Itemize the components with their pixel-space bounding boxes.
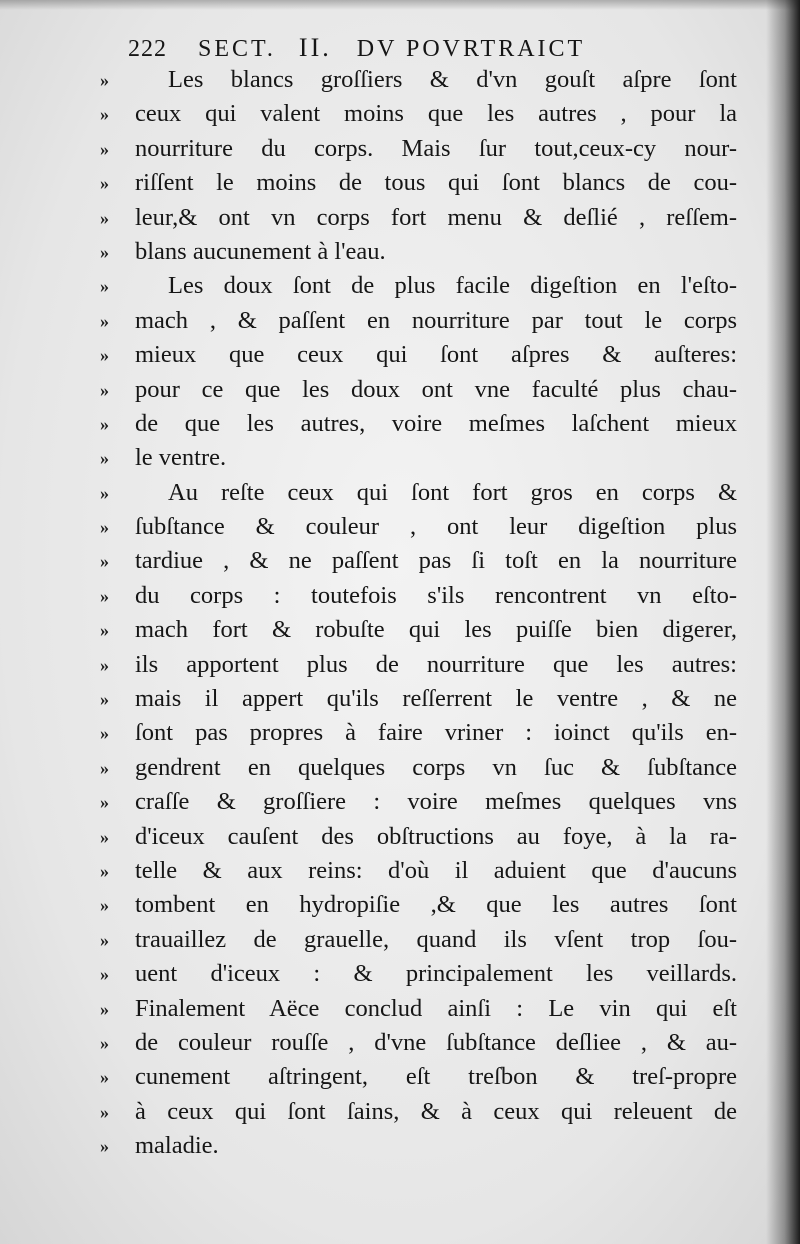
quotation-margin-mark: » [100,1067,109,1088]
text-line [0,613,800,647]
text-line [0,579,800,613]
text-line [0,1129,800,1163]
text-line-content: maladie. [135,1132,219,1160]
text-line-content: d'iceux cauſent des obſtructions au foye, à la ra- [135,822,737,850]
text-line-content: Les blancs groſſiers & d'vn gouſt aſpre ſont [168,66,737,93]
text-line [0,132,800,166]
text-line [0,407,800,441]
text-line-content: telle & aux reins: d'où il aduient que d'aucuns [135,856,737,884]
quotation-margin-mark: » [100,207,109,228]
text-line-content: craſſe & groſſiere : voire meſmes quelques vns [135,788,737,816]
text-line-content: ceux qui valent moins que les autres , pour la [135,100,737,128]
text-line-content: mach , & paſſent en nourriture par tout le corps [135,306,737,334]
text-line-content: trauaillez de grauelle, quand ils vſent trop ſou- [135,925,737,953]
quotation-margin-mark: » [100,826,109,847]
text-line-content: ils apportent plus de nourriture que les autres: [135,650,737,678]
text-line-content: nourriture du corps. Mais ſur tout,ceux-cy nour- [135,134,737,162]
quotation-margin-mark: » [100,70,109,90]
text-line [0,888,800,922]
quotation-margin-mark: » [100,998,109,1019]
text-line-content: riſſent le moins de tous qui ſont blancs de cou- [135,169,737,197]
text-line [0,97,800,131]
text-line [0,992,800,1026]
quotation-margin-mark: » [100,276,109,297]
text-line-content: Les doux ſont de plus facile digeſtion en l'eſto- [168,272,737,300]
text-line-content: ſubſtance & couleur , ont leur digeſtion plus [135,513,737,541]
text-line-content: de que les autres, voire meſmes laſchent mieux [135,409,737,437]
text-line [0,1026,800,1060]
text-line [0,751,800,785]
text-line-content: uent d'iceux : & principalement les veillards. [135,960,737,988]
text-line-content: leur,& ont vn corps fort menu & deſlié , reſſem- [135,203,737,231]
text-line [0,304,800,338]
text-line-content: gendrent en quelques corps vn ſuc & ſubſtance [135,753,737,781]
text-line-content: le ventre. [135,444,227,472]
text-line [0,373,800,407]
quotation-margin-mark: » [100,723,109,744]
section-label: SECT. [198,36,276,62]
quotation-margin-mark: » [100,757,109,778]
page-number: 222 [128,36,167,62]
text-line-content: tardiue , & ne paſſent pas ſi toſt en la nourriture [135,547,737,575]
text-line [0,338,800,372]
text-line [0,235,800,269]
text-line-content: mieux que ceux qui ſont aſpres & auſteres: [135,341,737,369]
quotation-margin-mark: » [100,310,109,331]
running-header [128,30,758,66]
quotation-margin-mark: » [100,104,109,125]
quotation-margin-mark: » [100,482,109,503]
text-line [0,682,800,716]
text-line [0,201,800,235]
text-line [0,957,800,991]
body-text [0,63,800,1164]
quotation-margin-mark: » [100,689,109,710]
quotation-margin-mark: » [100,1136,109,1157]
text-line-content: pour ce que les doux ont vne faculté plus chau- [135,375,737,403]
text-line-content: de couleur rouſſe , d'vne ſubſtance deſliee , & au- [135,1028,737,1056]
quotation-margin-mark: » [100,345,109,366]
text-line [0,785,800,819]
text-line-content: tombent en hydropiſie ,& que les autres ſont [135,891,737,919]
text-line [0,1060,800,1094]
text-line-content: mach fort & robuſte qui les puiſſe bien digerer, [135,616,737,644]
text-line [0,441,800,475]
quotation-margin-mark: » [100,517,109,538]
quotation-margin-mark: » [100,448,109,469]
text-line [0,63,800,97]
quotation-margin-mark: » [100,620,109,641]
quotation-margin-mark: » [100,1101,109,1122]
quotation-margin-mark: » [100,929,109,950]
text-line [0,476,800,510]
quotation-margin-mark: » [100,241,109,262]
quotation-margin-mark: » [100,654,109,675]
quotation-margin-mark: » [100,138,109,159]
text-line [0,510,800,544]
quotation-margin-mark: » [100,551,109,572]
running-title: DV POVRTRAICT [356,36,586,62]
text-line-content: à ceux qui ſont ſains, & à ceux qui releuent de [135,1097,737,1125]
text-line [0,166,800,200]
quotation-margin-mark: » [100,792,109,813]
text-line [0,854,800,888]
text-line [0,269,800,303]
quotation-margin-mark: » [100,1032,109,1053]
quotation-margin-mark: » [100,585,109,606]
quotation-margin-mark: » [100,964,109,985]
text-line-content: blans aucunement à l'eau. [135,237,386,265]
quotation-margin-mark: » [100,895,109,916]
text-line [0,923,800,957]
text-line-content: Au reſte ceux qui ſont fort gros en corps & [168,478,737,506]
text-line-content: cunement aſtringent, eſt treſbon & treſ-propre [135,1063,737,1091]
text-line-content: du corps : toutefois s'ils rencontrent vn eſto- [135,581,737,609]
text-line-content: mais il appert qu'ils reſſerrent le ventre , & ne [135,685,737,713]
text-line [0,544,800,578]
text-line [0,1095,800,1129]
quotation-margin-mark: » [100,860,109,881]
text-line [0,820,800,854]
text-line-content: Finalement Aëce conclud ainſi : Le vin qui eſt [135,994,737,1022]
quotation-margin-mark: » [100,379,109,400]
text-line [0,716,800,750]
section-number: II. [298,33,332,62]
text-line [0,648,800,682]
page-top-shadow [0,0,800,10]
quotation-margin-mark: » [100,173,109,194]
text-line-content: ſont pas propres à faire vriner : ioinct qu'ils en- [135,719,737,747]
quotation-margin-mark: » [100,413,109,434]
